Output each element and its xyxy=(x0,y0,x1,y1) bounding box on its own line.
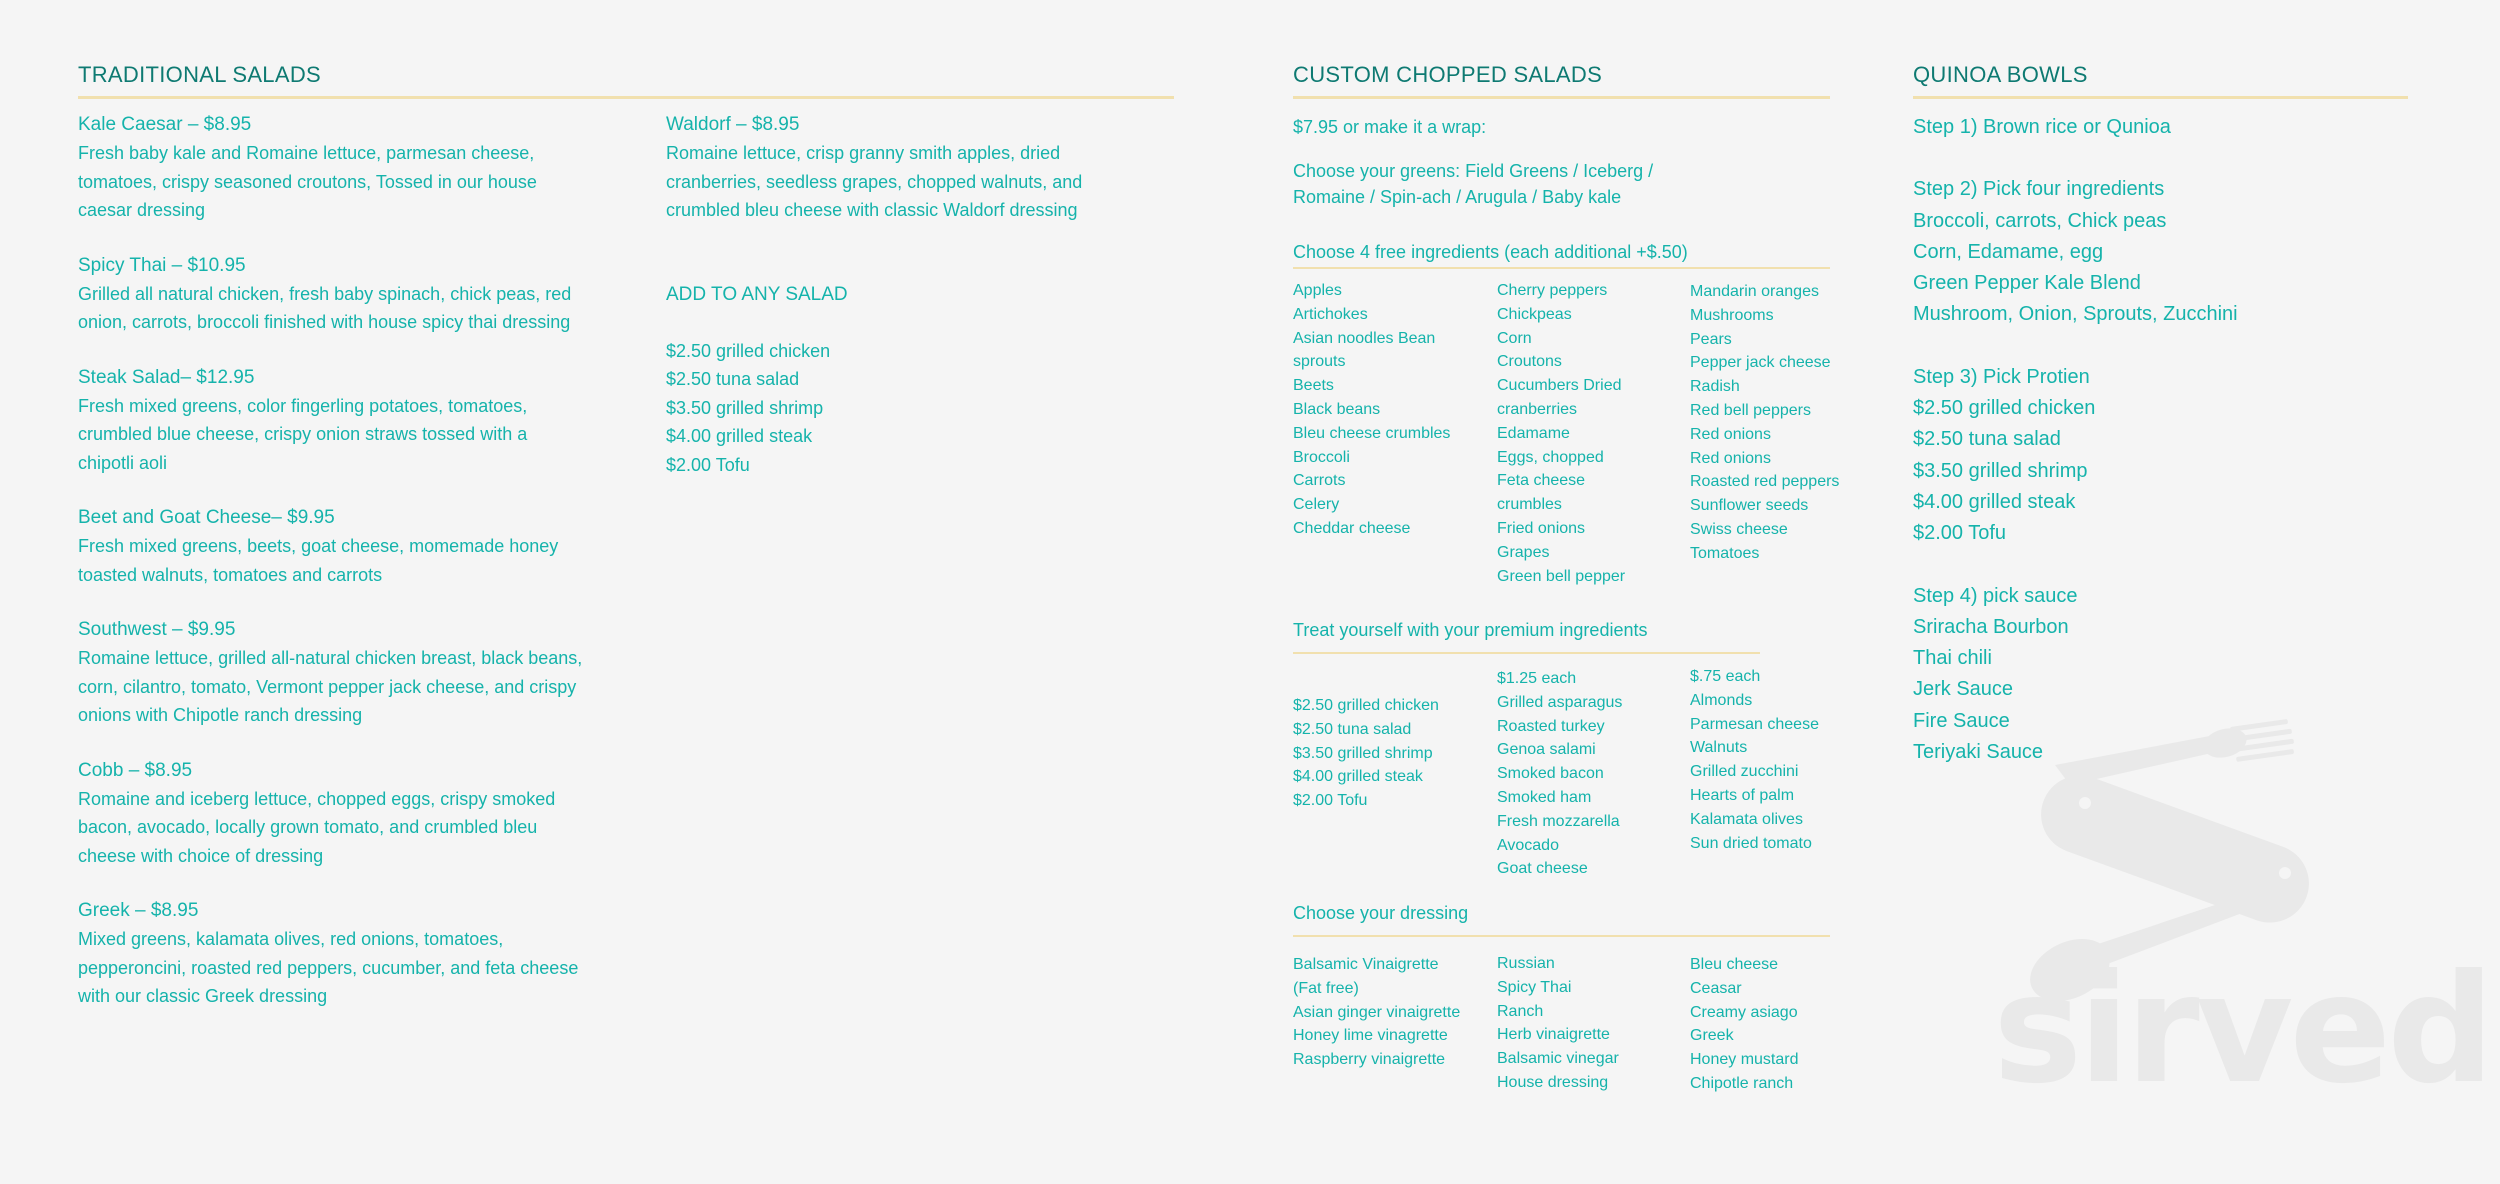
menu-item-steak-salad xyxy=(78,364,588,478)
menu-item-cobb xyxy=(78,757,588,871)
list-item: $2.50 grilled chicken xyxy=(1913,397,2096,420)
dressing-divider xyxy=(1293,935,1830,937)
list-item: Greek xyxy=(1690,1027,1734,1045)
premium-divider xyxy=(1293,652,1760,654)
list-item: Smoked bacon xyxy=(1497,765,1604,783)
list-item: Thai chili xyxy=(1913,647,1992,670)
list-item: Tomatoes xyxy=(1690,544,1760,562)
list-item: $4.00 grilled steak xyxy=(1293,768,1423,786)
list-item: Grilled zucchini xyxy=(1690,763,1799,781)
list-item: $4.00 grilled steak xyxy=(666,426,813,446)
greens-line-1: Choose your greens: Field Greens / Iceberg / xyxy=(1293,161,1654,181)
list-item: Raspberry vinaigrette xyxy=(1293,1051,1446,1069)
list-item: Cheddar cheese xyxy=(1293,519,1411,537)
list-item: Green bell pepper xyxy=(1497,567,1626,585)
list-item: Parmesan cheese xyxy=(1690,715,1819,733)
item-title: Greek – $8.95 xyxy=(78,900,199,921)
item-title: Spicy Thai – $10.95 xyxy=(78,254,246,276)
list-item: Creamy asiago xyxy=(1690,1003,1798,1021)
list-item: $3.50 grilled shrimp xyxy=(1293,744,1433,762)
list-item: Sun dried tomato xyxy=(1690,834,1812,852)
list-item: Pears xyxy=(1690,330,1732,348)
list-item: Hearts of palm xyxy=(1690,786,1795,804)
list-item: $2.50 tuna salad xyxy=(1293,720,1412,738)
list-item: Eggs, chopped xyxy=(1497,448,1604,466)
list-item: $2.50 grilled chicken xyxy=(1293,697,1439,714)
quinoa-step-3: Step 3) Pick Protien xyxy=(1913,365,2090,388)
add-to-any-salad-list xyxy=(666,337,1146,480)
list-item: $1.25 each xyxy=(1497,670,1577,687)
quinoa-steps xyxy=(1913,112,2238,768)
traditional-column-right xyxy=(666,111,1146,479)
list-item: Balsamic Vinaigrette xyxy=(1293,956,1439,973)
menu-item-waldorf xyxy=(666,111,1146,225)
free-ingredients-column-3 xyxy=(1690,280,1839,566)
list-item: $3.50 grilled shrimp xyxy=(1913,459,2088,482)
list-item: Corn xyxy=(1497,329,1532,347)
item-description: Fresh mixed greens, beets, goat cheese, momemade honey toasted walnuts, tomatoes and carrots xyxy=(78,536,559,585)
list-item: Ranch xyxy=(1497,1002,1544,1020)
watermark-brand-text: sirved xyxy=(1993,943,2491,1117)
item-description: Romaine lettuce, crisp granny smith apples, dried cranberries, seedless grapes, chopped walnuts, and crumbled bleu cheese with classic Waldorf dressing xyxy=(666,143,1083,220)
list-item: Jerk Sauce xyxy=(1913,678,2014,701)
list-item: Red onions xyxy=(1690,425,1771,443)
list-item: $2.00 Tofu xyxy=(1293,792,1368,810)
list-item: Pepper jack cheese xyxy=(1690,354,1831,372)
menu-item-spicy-thai xyxy=(78,252,588,337)
list-item: $2.50 tuna salad xyxy=(1913,428,2061,451)
list-item: Broccoli, carrots, Chick peas xyxy=(1913,209,2167,232)
menu-item-southwest xyxy=(78,616,588,730)
list-item: Kalamata olives xyxy=(1690,810,1803,828)
list-item: Mushrooms xyxy=(1690,306,1774,324)
list-item: Spicy Thai xyxy=(1497,978,1572,996)
list-item: $2.50 grilled chicken xyxy=(666,340,831,361)
list-item: Walnuts xyxy=(1690,739,1748,757)
item-title: Steak Salad– $12.95 xyxy=(78,366,255,388)
list-item: $2.50 tuna salad xyxy=(666,369,800,389)
list-item: Grapes xyxy=(1497,543,1550,561)
list-item: Goat cheese xyxy=(1497,860,1588,878)
list-item: Fried onions xyxy=(1497,519,1586,537)
list-item: Chipotle ranch xyxy=(1690,1074,1794,1092)
list-item: Smoked ham xyxy=(1497,788,1592,806)
traditional-column-left xyxy=(78,111,588,1011)
menu-item-kale-caesar xyxy=(78,111,588,225)
list-item: Herb vinaigrette xyxy=(1497,1026,1610,1044)
list-item: Mushroom, Onion, Sprouts, Zucchini xyxy=(1913,303,2238,326)
premium-column-1 xyxy=(1293,694,1439,813)
list-item: Black beans xyxy=(1293,400,1381,418)
free-ingredients-column-1 xyxy=(1293,279,1450,541)
list-item: Bleu cheese crumbles xyxy=(1293,424,1451,442)
free-ingredients-column-2 xyxy=(1497,279,1625,588)
item-description: Romaine and iceberg lettuce, chopped eggs, crispy smoked bacon, avocado, locally grown tomato, and crumbled bleu cheese with choice of dressing xyxy=(78,788,556,866)
quinoa-divider xyxy=(1913,96,2408,99)
quinoa-bowls-title: QUINOA BOWLS xyxy=(1913,62,2088,87)
list-item: House dressing xyxy=(1497,1073,1609,1091)
dressing-column-3 xyxy=(1690,953,1799,1096)
premium-column-2 xyxy=(1497,667,1622,881)
list-item: $2.00 Tofu xyxy=(666,454,750,475)
list-item: Teriyaki Sauce xyxy=(1913,741,2044,764)
premium-column-3 xyxy=(1690,665,1819,855)
dressing-column-1 xyxy=(1293,953,1460,1072)
list-item: $.75 each xyxy=(1690,668,1761,685)
item-title: Kale Caesar – $8.95 xyxy=(78,114,252,135)
premium-ingredients-heading: Treat yourself with your premium ingredients xyxy=(1293,620,1648,640)
list-item: $3.50 grilled shrimp xyxy=(666,397,824,418)
list-item: Red onions xyxy=(1690,449,1771,467)
item-title: Southwest – $9.95 xyxy=(78,619,236,640)
list-item: Roasted turkey xyxy=(1497,717,1605,735)
list-item: crumbles xyxy=(1497,496,1562,514)
list-item: Corn, Edamame, egg xyxy=(1913,240,2104,263)
list-item: Apples xyxy=(1293,282,1342,299)
greens-line-2: Romaine / Spin-ach / Arugula / Baby kale xyxy=(1293,187,1622,207)
custom-price-line: $7.95 or make it a wrap: xyxy=(1293,117,1487,137)
list-item: Asian noodles Bean xyxy=(1293,329,1436,347)
list-item: Celery xyxy=(1293,496,1340,514)
list-item: Fresh mozzarella xyxy=(1497,812,1620,830)
quinoa-step-4: Step 4) pick sauce xyxy=(1913,584,2078,607)
list-item: Beets xyxy=(1293,377,1334,395)
free-ingredients-heading: Choose 4 free ingredients (each additional +$.50) xyxy=(1293,242,1688,262)
list-item: Honey mustard xyxy=(1690,1051,1799,1069)
list-item: cranberries xyxy=(1497,400,1578,418)
list-item: Artichokes xyxy=(1293,305,1368,323)
list-item: Swiss cheese xyxy=(1690,520,1788,538)
dressing-heading: Choose your dressing xyxy=(1293,903,1469,923)
list-item: $2.00 Tofu xyxy=(1913,522,2007,545)
custom-chopped-salads-title: CUSTOM CHOPPED SALADS xyxy=(1293,62,1603,87)
list-item: Sriracha Bourbon xyxy=(1913,615,2069,638)
list-item: Edamame xyxy=(1497,424,1570,442)
list-item-note: (Fat free) xyxy=(1293,979,1359,997)
list-item: Sunflower seeds xyxy=(1690,497,1809,515)
custom-divider xyxy=(1293,96,1830,99)
list-item: Bleu cheese xyxy=(1690,956,1779,973)
list-item: Feta cheese xyxy=(1497,472,1586,490)
quinoa-step-2: Step 2) Pick four ingredients xyxy=(1913,178,2165,201)
list-item: Mandarin oranges xyxy=(1690,283,1819,300)
quinoa-step-1: Step 1) Brown rice or Qunioa xyxy=(1913,116,2171,138)
list-item: Roasted red peppers xyxy=(1690,473,1840,491)
list-item: Almonds xyxy=(1690,691,1753,709)
traditional-divider xyxy=(78,96,1174,99)
list-item: Carrots xyxy=(1293,472,1346,490)
list-item: $4.00 grilled steak xyxy=(1913,490,2076,513)
list-item: sprouts xyxy=(1293,353,1346,371)
list-item: Red bell peppers xyxy=(1690,401,1811,419)
dressing-column-2 xyxy=(1497,952,1619,1095)
list-item: Avocado xyxy=(1497,836,1559,854)
list-item: Balsamic vinegar xyxy=(1497,1050,1619,1068)
list-item: Cherry peppers xyxy=(1497,282,1608,299)
item-title: Cobb – $8.95 xyxy=(78,759,193,781)
list-item: Radish xyxy=(1690,378,1740,396)
add-to-any-salad-title: ADD TO ANY SALAD xyxy=(666,283,848,305)
free-ingredients-divider xyxy=(1293,267,1830,269)
list-item: Broccoli xyxy=(1293,448,1350,466)
item-description: Fresh baby kale and Romaine lettuce, parmesan cheese, tomatoes, crispy seasoned croutons, Tossed in our house caesar dressing xyxy=(78,143,537,220)
item-description: Mixed greens, kalamata olives, red onions, tomatoes, pepperoncini, roasted red peppers, cucumber, and feta cheese with our classic Greek dressing xyxy=(78,929,579,1006)
list-item: Grilled asparagus xyxy=(1497,693,1623,711)
traditional-salads-title: TRADITIONAL SALADS xyxy=(78,62,321,87)
list-item: Genoa salami xyxy=(1497,741,1596,759)
list-item: Green Pepper Kale Blend xyxy=(1913,272,2141,295)
list-item: Asian ginger vinaigrette xyxy=(1293,1003,1461,1021)
list-item: Chickpeas xyxy=(1497,305,1572,323)
item-description: Romaine lettuce, grilled all-natural chicken breast, black beans, corn, cilantro, tomato, Vermont pepper jack cheese, and crispy onions with Chipotle ranch dressing xyxy=(78,648,583,725)
list-item: Russian xyxy=(1497,955,1555,972)
menu-item-greek xyxy=(78,897,588,1011)
list-item: Cucumbers Dried xyxy=(1497,377,1622,395)
list-item: Honey lime vinagrette xyxy=(1293,1027,1448,1045)
item-description: Grilled all natural chicken, fresh baby spinach, chick peas, red onion, carrots, broccoli finished with house spicy thai dressing xyxy=(78,283,572,332)
item-description: Fresh mixed greens, color fingerling potatoes, tomatoes, crumbled blue cheese, crispy onion straws tossed with a chipotli aoli xyxy=(78,395,528,473)
list-item: Croutons xyxy=(1497,353,1562,371)
menu-item-beet-goat-cheese xyxy=(78,504,588,589)
item-title: Waldorf – $8.95 xyxy=(666,114,800,135)
list-item: Ceasar xyxy=(1690,979,1742,997)
list-item: Fire Sauce xyxy=(1913,709,2010,732)
item-title: Beet and Goat Cheese– $9.95 xyxy=(78,507,335,528)
